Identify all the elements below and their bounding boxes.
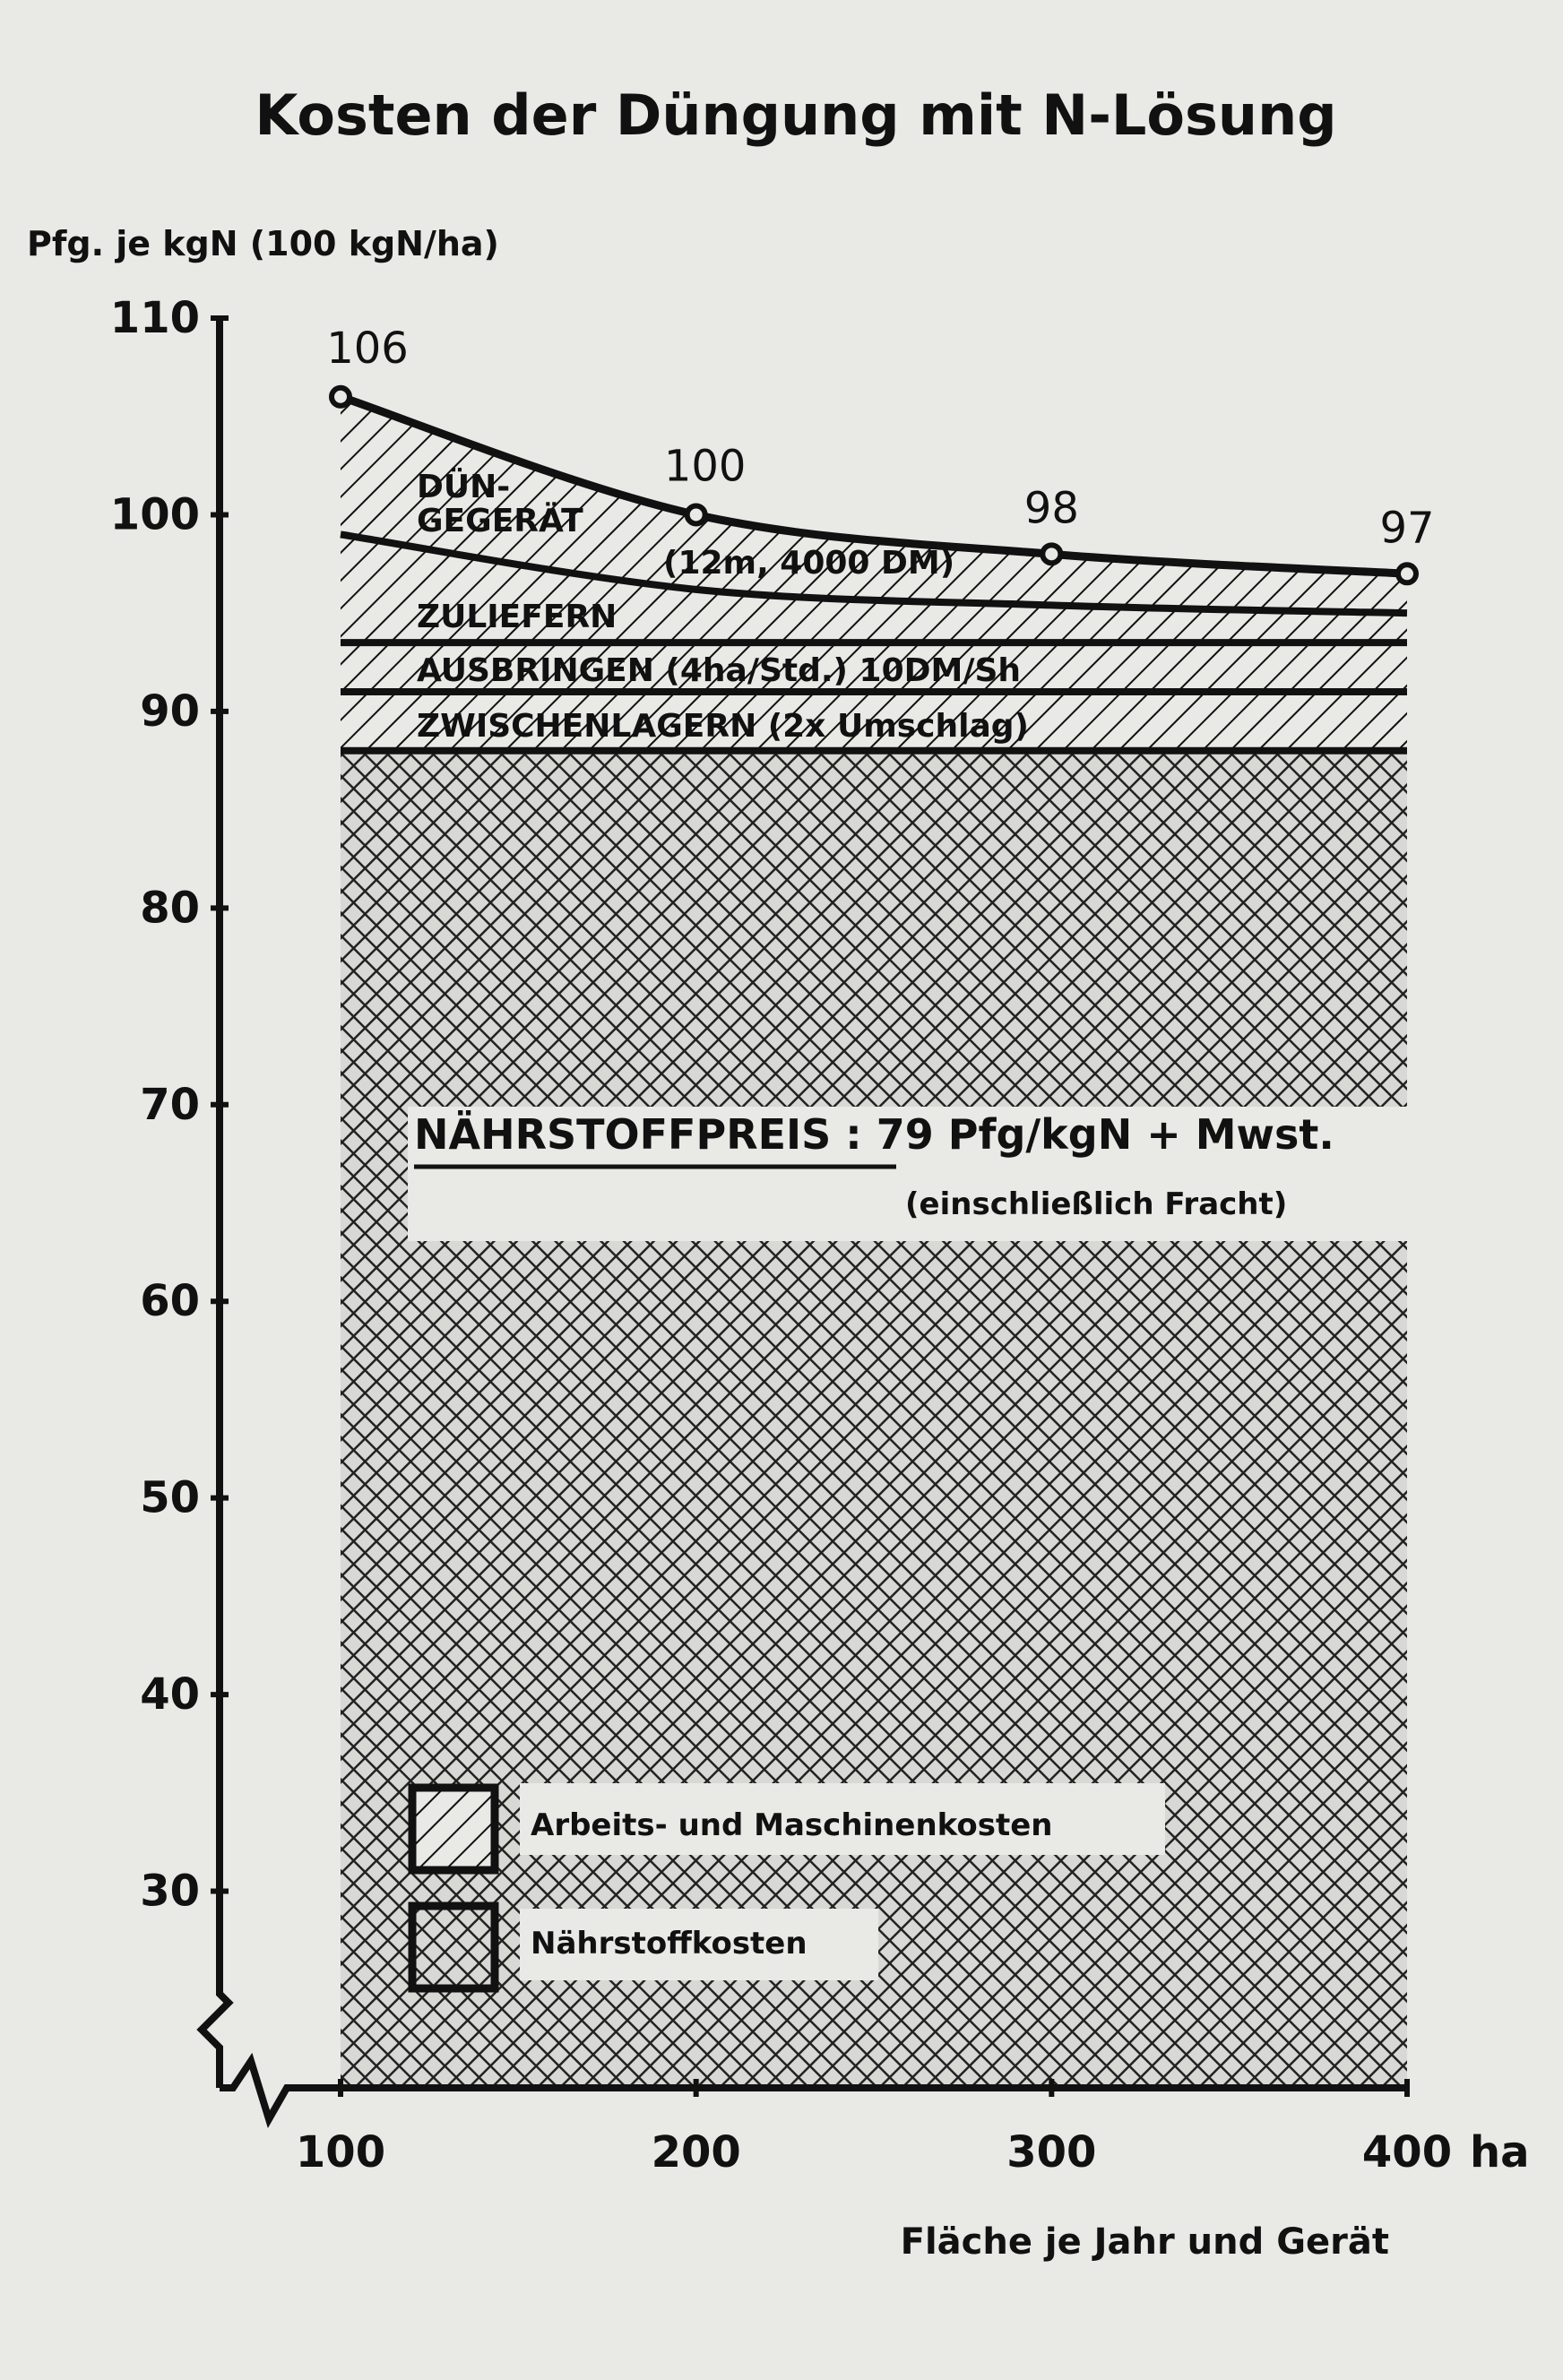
- total-annotation: (12m, 4000 DM): [663, 545, 955, 582]
- x-unit: ha: [1470, 2127, 1530, 2177]
- band-label-ausbringen: AUSBRINGEN (4ha/Std.) 10DM/Sh: [417, 652, 1022, 689]
- legend-label-arbeit: Arbeits- und Maschinenkosten: [531, 1807, 1053, 1843]
- x-tick-label-400: 400: [1361, 2127, 1453, 2177]
- naehrstoff-price-sub: (einschließlich Fracht): [905, 1186, 1288, 1222]
- x-tick-label-100: 100: [295, 2127, 386, 2177]
- y-tick-label-90: 90: [140, 686, 200, 737]
- total-point-100: [332, 388, 350, 406]
- total-point-label-400: 97: [1379, 503, 1435, 554]
- y-unit-label: Pfg. je kgN (100 kgN/ha): [27, 224, 499, 263]
- y-tick-label-40: 40: [140, 1669, 200, 1720]
- y-tick-label-70: 70: [140, 1079, 200, 1130]
- total-point-label-200: 100: [663, 441, 747, 492]
- y-tick-label-100: 100: [109, 489, 200, 540]
- y-tick-label-110: 110: [109, 293, 200, 343]
- total-point-400: [1398, 565, 1416, 582]
- y-axis-line: [202, 318, 229, 2088]
- total-point-label-100: 106: [326, 323, 409, 374]
- legend-swatch-hatch: [412, 1788, 495, 1870]
- y-tick-label-80: 80: [140, 883, 200, 934]
- y-tick-label-30: 30: [140, 1866, 200, 1917]
- x-axis-label: Fläche je Jahr und Gerät: [900, 2221, 1389, 2263]
- naehrstoff-price-label: NÄHRSTOFFPREIS : 79 Pfg/kgN + Mwst.: [414, 1110, 1334, 1159]
- chart-title: Kosten der Düngung mit N-Lösung: [255, 82, 1337, 148]
- naehrstoff-annotation: [408, 1107, 1412, 1241]
- band-label-zuliefern: ZULIEFERN: [417, 599, 617, 635]
- area-naehrstoffkosten: [341, 751, 1407, 2088]
- legend-swatch-cross: [412, 1906, 495, 1988]
- legend-label-naehrstoff: Nährstoffkosten: [531, 1926, 807, 1962]
- total-point-300: [1042, 545, 1060, 563]
- band-label-dngegert: DÜN-GEGERÄT: [417, 469, 583, 539]
- y-tick-label-50: 50: [140, 1472, 200, 1523]
- total-point-200: [687, 505, 705, 523]
- x-tick-label-200: 200: [651, 2127, 741, 2177]
- y-tick-label-60: 60: [140, 1276, 200, 1327]
- total-point-label-300: 98: [1023, 483, 1079, 534]
- x-tick-label-300: 300: [1006, 2127, 1097, 2177]
- band-label-zwischenlagern: ZWISCHENLAGERN (2x Umschlag): [417, 708, 1029, 745]
